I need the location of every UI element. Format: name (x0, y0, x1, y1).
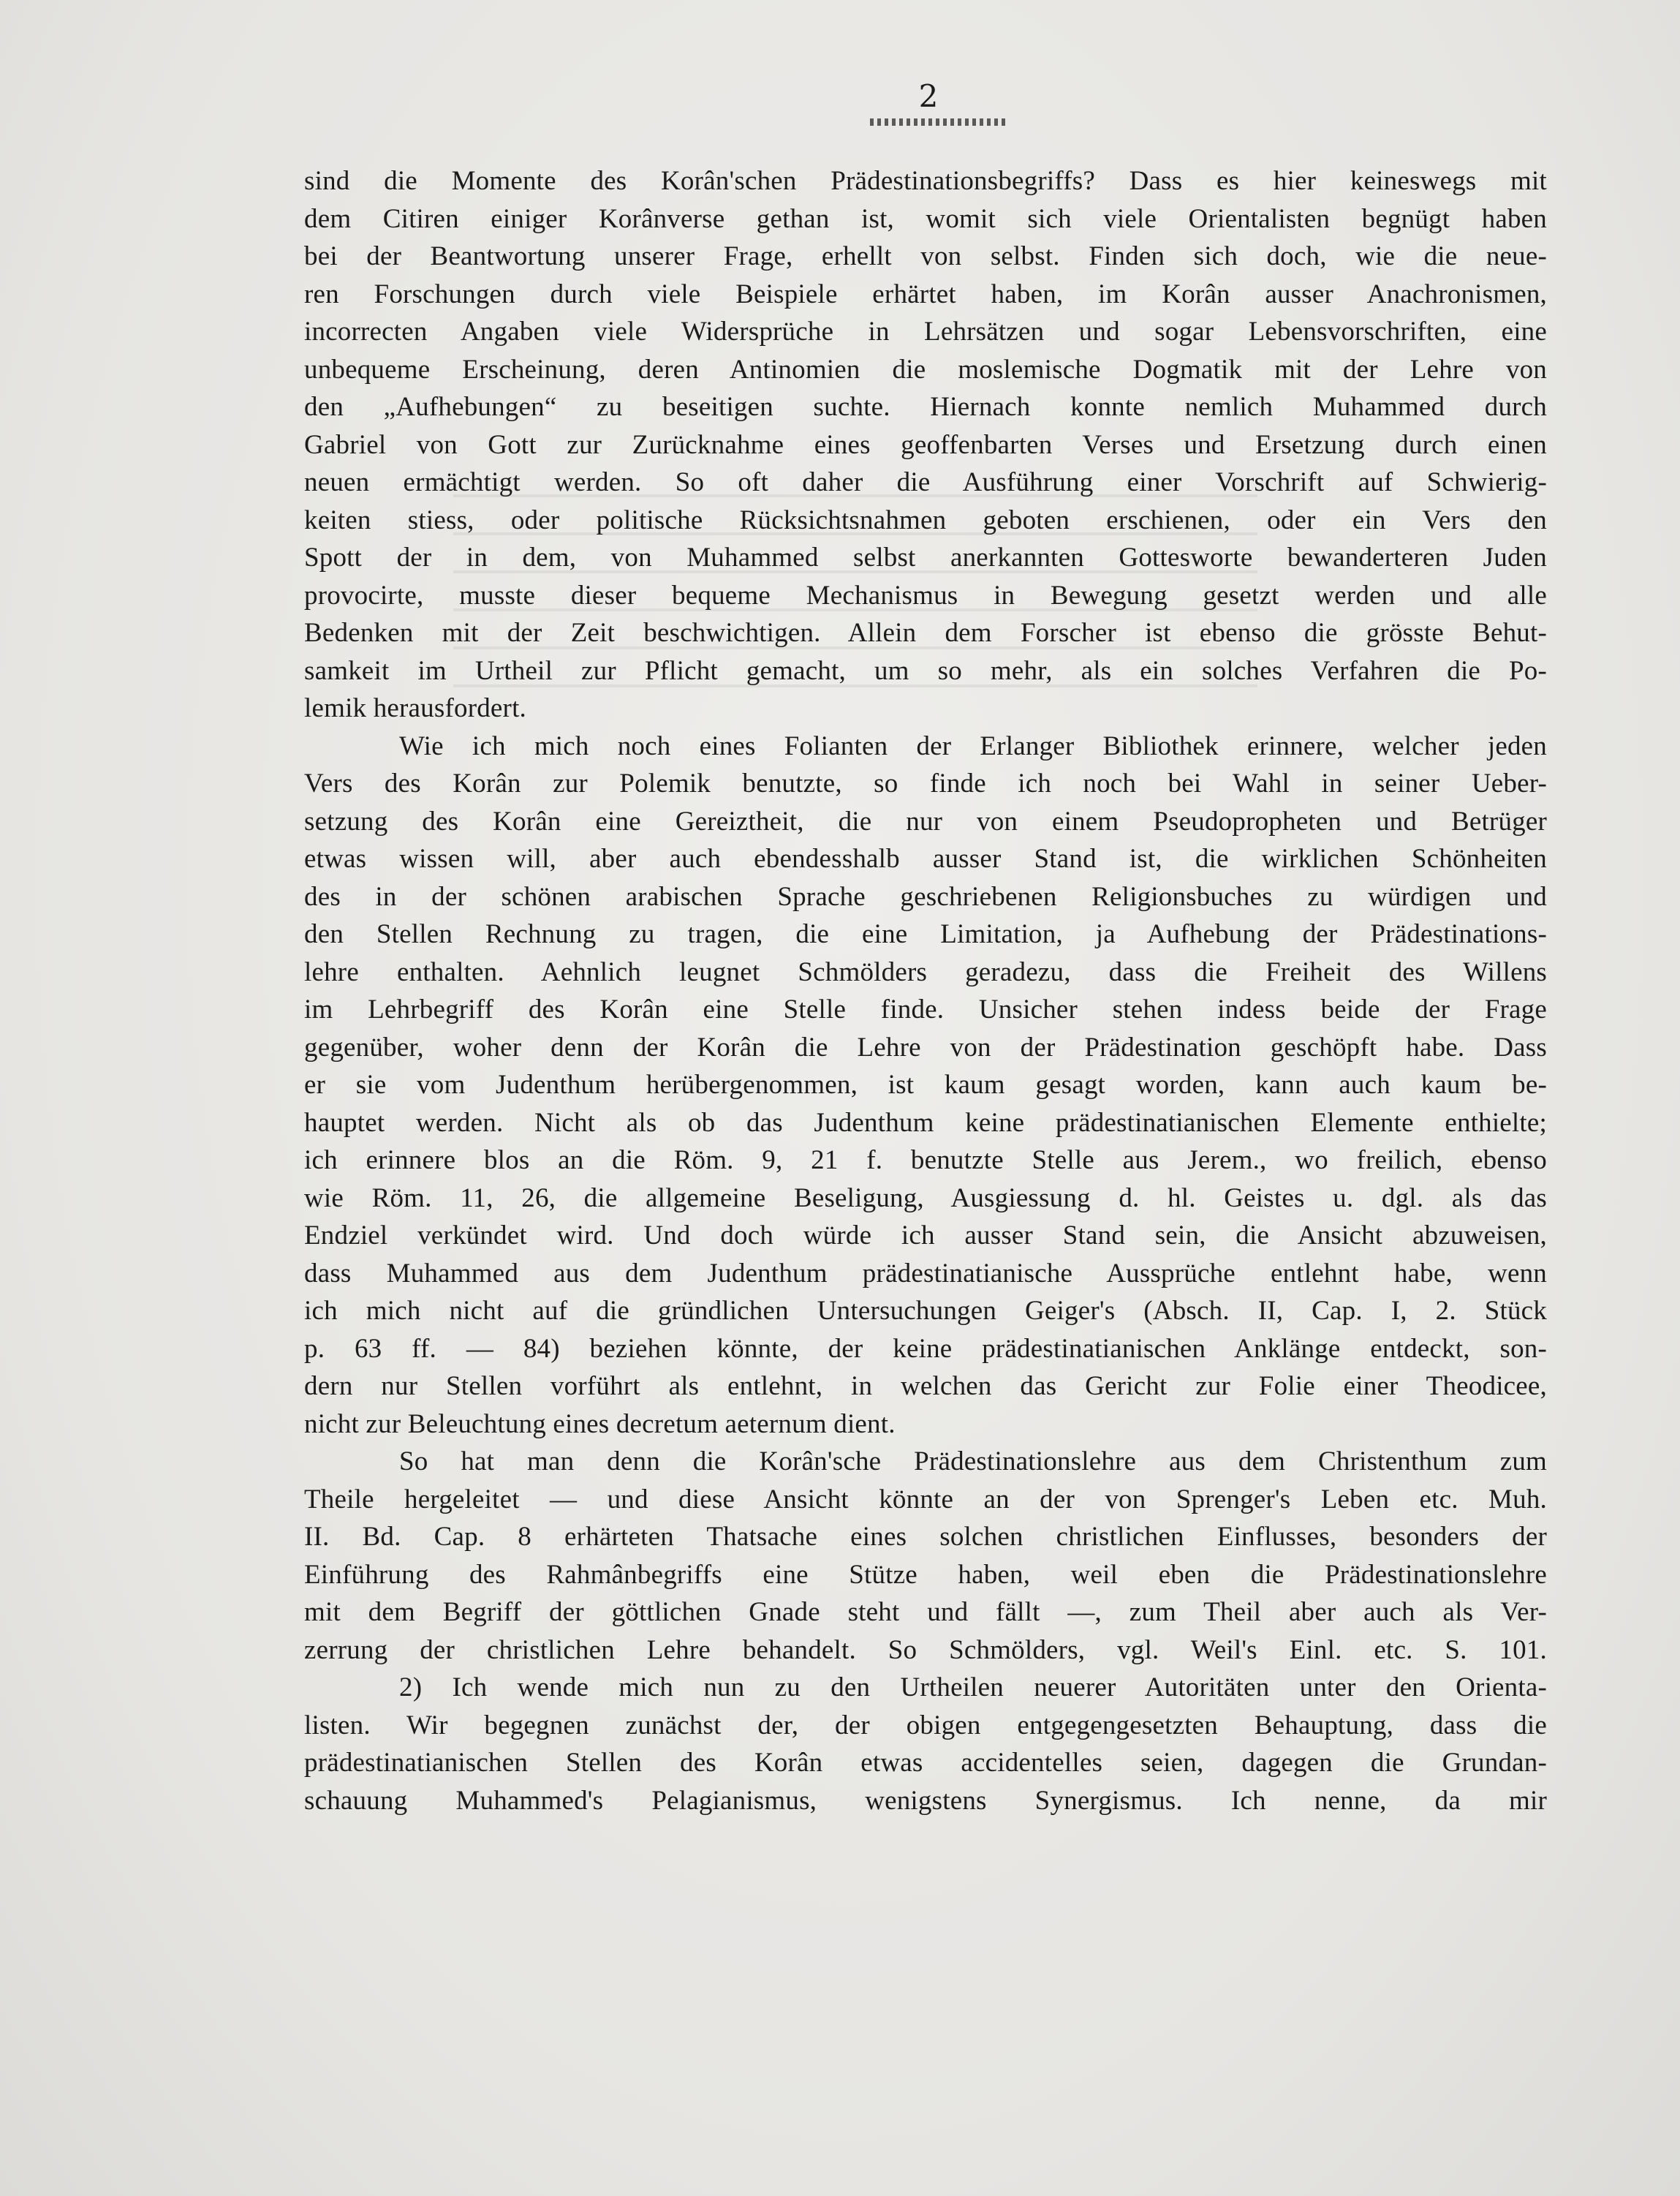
paragraph (304, 728, 1547, 1444)
text-line: incorrecten Angaben viele Widersprüche in Lehrsätzen und sogar Lebensvorschriften, eine (304, 317, 1547, 347)
text-line: den „Aufhebungen“ zu beseitigen suchte. Hiernach konnte nemlich Muhammed durch (304, 392, 1547, 422)
text-line: Bedenken mit der Zeit beschwichtigen. Allein dem Forscher ist ebenso die grösste Behut- (304, 618, 1547, 648)
text-line: dem Citiren einiger Korânverse gethan ist, womit sich viele Orientalisten begnügt haben (304, 203, 1547, 234)
text-line: setzung des Korân eine Gereiztheit, die nur von einem Pseudopropheten und Betrüger (304, 806, 1547, 837)
text-line: bei der Beantwortung unserer Frage, erhellt von selbst. Finden sich doch, wie die neue- (304, 241, 1547, 271)
text-line: So hat man denn die Korân'sche Prädestinationslehre aus dem Christenthum zum (399, 1446, 1547, 1476)
text-line: schauung Muhammed's Pelagianismus, wenigstens Synergismus. Ich nenne, da mir (304, 1785, 1547, 1816)
page-number: 2 (918, 78, 939, 114)
text-line: ich erinnere blos an die Röm. 9, 21 f. benutzte Stelle aus Jerem., wo freilich, ebenso (304, 1145, 1547, 1175)
text-line: den Stellen Rechnung zu tragen, die eine Limitation, ja Aufhebung der Prädestinations- (304, 919, 1547, 949)
paragraph (304, 1443, 1547, 1669)
text-line: hauptet werden. Nicht als ob das Judenthum keine prädestinatianischen Elemente enthielte; (304, 1107, 1547, 1138)
text-line: etwas wissen will, aber auch ebendesshalb ausser Stand ist, die wirklichen Schönheiten (304, 844, 1547, 874)
text-line: p. 63 ff. — 84) beziehen könnte, der keine prädestinatianischen Anklänge entdeckt, son- (304, 1333, 1547, 1364)
body-text (304, 162, 1547, 1819)
text-line: dass Muhammed aus dem Judenthum prädestinatianische Aussprüche entlehnt habe, wenn (304, 1258, 1547, 1288)
paragraph (304, 1669, 1547, 1819)
text-line: samkeit im Urtheil zur Pflicht gemacht, um so mehr, als ein solches Verfahren die Po- (304, 655, 1547, 686)
text-line: mit dem Begriff der göttlichen Gnade steht und fällt —, zum Theil aber auch als Ver- (304, 1597, 1547, 1627)
paragraph (304, 162, 1547, 728)
text-line: neuen ermächtigt werden. So oft daher die Ausführung einer Vorschrift auf Schwierig- (304, 467, 1547, 497)
text-line: unbequeme Erscheinung, deren Antinomien die moslemische Dogmatik mit der Lehre von (304, 354, 1547, 385)
text-line: er sie vom Judenthum herübergenommen, ist kaum gesagt worden, kann auch kaum be- (304, 1070, 1547, 1100)
text-line: im Lehrbegriff des Korân eine Stelle finde. Unsicher stehen indess beide der Frage (304, 995, 1547, 1025)
text-line: keiten stiess, oder politische Rücksichtsnahmen geboten erschienen, oder ein Vers den (304, 505, 1547, 535)
text-line: Spott der in dem, von Muhammed selbst anerkannten Gottesworte bewanderteren Juden (304, 543, 1547, 573)
text-line: sind die Momente des Korân'schen Prädestinationsbegriffs? Dass es hier keineswegs mit (304, 166, 1547, 196)
text-line: provocirte, musste dieser bequeme Mechanismus in Bewegung gesetzt werden und alle (304, 580, 1547, 611)
text-line: 2) Ich wende mich nun zu den Urtheilen neuerer Autoritäten unter den Orienta- (399, 1672, 1547, 1702)
text-line: ren Forschungen durch viele Beispiele erhärtet haben, im Korân ausser Anachronismen, (304, 279, 1547, 309)
text-line: II. Bd. Cap. 8 erhärteten Thatsache eines solchen christlichen Einflusses, besonders der (304, 1522, 1547, 1552)
text-line: prädestinatianischen Stellen des Korân etwas accidentelles seien, dagegen die Grundan- (304, 1748, 1547, 1778)
text-line: lehre enthalten. Aehnlich leugnet Schmölders geradezu, dass die Freiheit des Willens (304, 956, 1547, 987)
text-line: Endziel verkündet wird. Und doch würde ich ausser Stand sein, die Ansicht abzuweisen, (304, 1220, 1547, 1250)
text-line: Einführung des Rahmânbegriffs eine Stütze haben, weil eben die Prädestinationslehre (304, 1559, 1547, 1590)
text-line: wie Röm. 11, 26, die allgemeine Beseligung, Ausgiessung d. hl. Geistes u. dgl. als das (304, 1182, 1547, 1213)
text-line: des in der schönen arabischen Sprache geschriebenen Religionsbuches zu würdigen und (304, 881, 1547, 912)
text-line: zerrung der christlichen Lehre behandelt. So Schmölders, vgl. Weil's Einl. etc. S. 101. (304, 1634, 1547, 1665)
text-line: listen. Wir begegnen zunächst der, der obigen entgegengesetzten Behauptung, dass die (304, 1710, 1547, 1740)
text-line: dern nur Stellen vorführt als entlehnt, in welchen das Gericht zur Folie einer Theodicee, (304, 1371, 1547, 1401)
text-line: Wie ich mich noch eines Folianten der Erlanger Bibliothek erinnere, welcher jeden (399, 731, 1547, 761)
text-line: gegenüber, woher denn der Korân die Lehre von der Prädestination geschöpft habe. Dass (304, 1032, 1547, 1063)
text-line: Theile hergeleitet — und diese Ansicht könnte an der von Sprenger's Leben etc. Muh. (304, 1484, 1547, 1514)
text-line: ich mich nicht auf die gründlichen Untersuchungen Geiger's (Absch. II, Cap. I, 2. Stück (304, 1296, 1547, 1326)
text-line: Gabriel von Gott zur Zurücknahme eines geoffenbarten Verses und Ersetzung durch einen (304, 429, 1547, 460)
text-line: nicht zur Beleuchtung eines decretum aeternum dient. (304, 1408, 896, 1439)
text-line: Vers des Korân zur Polemik benutzte, so finde ich noch bei Wahl in seiner Ueber- (304, 769, 1547, 799)
page-number-rule (870, 118, 1009, 126)
text-line: lemik herausfordert. (304, 693, 526, 723)
